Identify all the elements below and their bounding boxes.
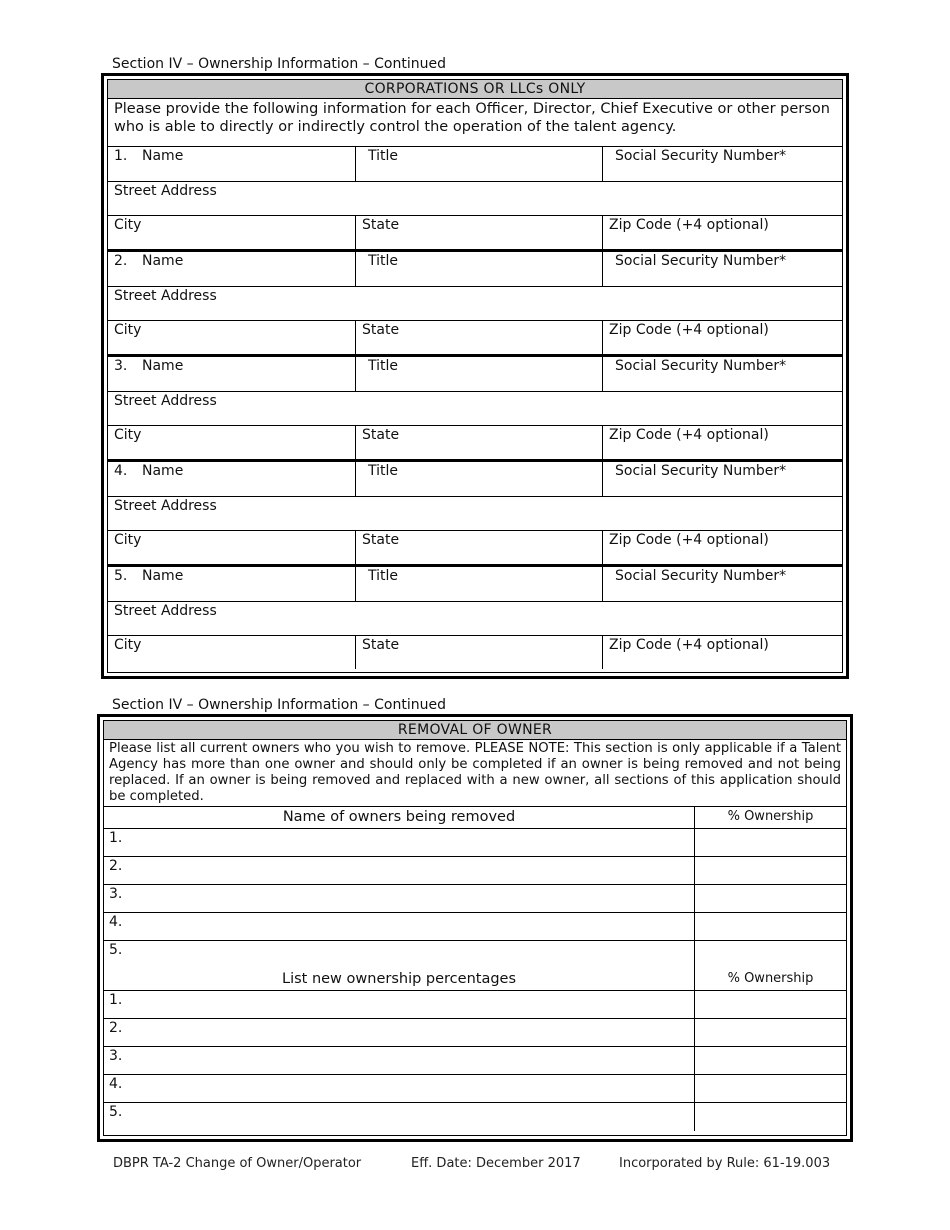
owner-name-field[interactable] bbox=[104, 885, 695, 912]
removal-title: REMOVAL OF OWNER bbox=[104, 721, 846, 740]
officer-city-field[interactable] bbox=[108, 531, 356, 564]
officer-city-label: City bbox=[114, 427, 142, 443]
officer-zip-label: Zip Code (+4 optional) bbox=[609, 427, 769, 443]
owner-name-field[interactable] bbox=[104, 829, 695, 856]
officer-name-label: Name bbox=[142, 568, 184, 584]
row-number: 4. bbox=[109, 1076, 123, 1092]
officer-name-field[interactable] bbox=[108, 567, 356, 601]
officer-name-row bbox=[108, 252, 842, 286]
row-number: 5. bbox=[109, 1104, 123, 1120]
removed-owner-row bbox=[104, 941, 846, 969]
officer-zip-field[interactable] bbox=[603, 216, 842, 249]
officer-title-label: Title bbox=[368, 253, 399, 269]
officer-number: 4. bbox=[114, 463, 128, 479]
ownership-percent-field[interactable] bbox=[695, 857, 846, 884]
officer-zip-label: Zip Code (+4 optional) bbox=[609, 217, 769, 233]
officer-ssn-label: Social Security Number* bbox=[615, 463, 787, 479]
officer-state-field[interactable] bbox=[356, 321, 603, 354]
ownership-percent-field[interactable] bbox=[695, 913, 846, 940]
officer-zip-label: Zip Code (+4 optional) bbox=[609, 532, 769, 548]
officer-street-field[interactable] bbox=[108, 182, 842, 215]
ownership-percent-field[interactable] bbox=[695, 1103, 846, 1131]
officer-number: 3. bbox=[114, 358, 128, 374]
new-ownership-row bbox=[104, 1019, 846, 1047]
ownership-percent-field[interactable] bbox=[695, 829, 846, 856]
officer-name-row bbox=[108, 357, 842, 391]
owner-name-field[interactable] bbox=[104, 857, 695, 884]
officer-title-field[interactable] bbox=[356, 147, 603, 181]
officer-state-label: State bbox=[362, 427, 400, 443]
officer-ssn-field[interactable] bbox=[603, 462, 842, 496]
officer-entry bbox=[108, 567, 842, 669]
removed-owners-header: Name of owners being removed bbox=[104, 807, 695, 828]
ownership-percent-field[interactable] bbox=[695, 991, 846, 1018]
officer-state-field[interactable] bbox=[356, 426, 603, 459]
officer-entry bbox=[108, 147, 842, 252]
section-heading: Section IV – Ownership Information – Continued bbox=[112, 56, 446, 72]
new-ownership-row bbox=[104, 1103, 846, 1131]
officer-name-field[interactable] bbox=[108, 252, 356, 286]
new-ownership-pct-header: % Ownership bbox=[727, 971, 814, 986]
removed-owner-row bbox=[104, 913, 846, 941]
row-number: 2. bbox=[109, 1020, 123, 1036]
officer-street-label: Street Address bbox=[114, 288, 217, 304]
officer-state-label: State bbox=[362, 217, 400, 233]
officer-name-row bbox=[108, 567, 842, 601]
ownership-percent-field[interactable] bbox=[695, 1019, 846, 1046]
officer-entry bbox=[108, 252, 842, 357]
removed-owners-header-row bbox=[104, 807, 846, 829]
new-ownership-header: List new ownership percentages bbox=[104, 969, 695, 990]
officer-street-label: Street Address bbox=[114, 498, 217, 514]
officer-ssn-field[interactable] bbox=[603, 147, 842, 181]
officer-ssn-field[interactable] bbox=[603, 357, 842, 391]
officer-name-label: Name bbox=[142, 253, 184, 269]
officer-city-label: City bbox=[114, 637, 142, 653]
officer-zip-label: Zip Code (+4 optional) bbox=[609, 637, 769, 653]
section-heading: Section IV – Ownership Information – Continued bbox=[112, 697, 446, 713]
new-ownership-row bbox=[104, 1075, 846, 1103]
ownership-percent-field[interactable] bbox=[695, 1047, 846, 1074]
officer-city-field[interactable] bbox=[108, 321, 356, 354]
officer-city-row bbox=[108, 635, 842, 669]
officer-street-field[interactable] bbox=[108, 497, 842, 530]
row-number: 3. bbox=[109, 1048, 123, 1064]
officer-city-row bbox=[108, 425, 842, 459]
officer-street-label: Street Address bbox=[114, 183, 217, 199]
officer-number: 5. bbox=[114, 568, 128, 584]
new-ownership-header-row bbox=[104, 969, 846, 991]
removed-owner-row bbox=[104, 857, 846, 885]
officer-ssn-label: Social Security Number* bbox=[615, 253, 787, 269]
officer-title-label: Title bbox=[368, 358, 399, 374]
owner-name-field[interactable] bbox=[104, 941, 695, 969]
officer-city-field[interactable] bbox=[108, 636, 356, 669]
removal-section bbox=[97, 714, 853, 1142]
officer-city-field[interactable] bbox=[108, 426, 356, 459]
footer-effective-date: Eff. Date: December 2017 bbox=[411, 1156, 581, 1171]
officer-name-field[interactable] bbox=[108, 462, 356, 496]
officer-list bbox=[108, 147, 842, 669]
officer-ssn-label: Social Security Number* bbox=[615, 358, 787, 374]
officer-entry bbox=[108, 357, 842, 462]
officer-city-label: City bbox=[114, 322, 142, 338]
ownership-percent-field[interactable] bbox=[695, 1075, 846, 1102]
corporations-section bbox=[101, 73, 849, 679]
row-number: 4. bbox=[109, 914, 123, 930]
officer-street-row bbox=[108, 181, 842, 215]
ownership-percent-field[interactable] bbox=[695, 941, 846, 969]
owner-name-field[interactable] bbox=[104, 991, 695, 1018]
footer-form-id: DBPR TA-2 Change of Owner/Operator bbox=[113, 1156, 362, 1171]
officer-city-label: City bbox=[114, 217, 142, 233]
officer-title-label: Title bbox=[368, 148, 399, 164]
row-number: 1. bbox=[109, 830, 123, 846]
removed-owner-row bbox=[104, 885, 846, 913]
officer-state-field[interactable] bbox=[356, 531, 603, 564]
officer-state-label: State bbox=[362, 637, 400, 653]
officer-state-label: State bbox=[362, 532, 400, 548]
row-number: 3. bbox=[109, 886, 123, 902]
row-number: 1. bbox=[109, 992, 123, 1008]
ownership-percent-field[interactable] bbox=[695, 885, 846, 912]
owner-name-field[interactable] bbox=[104, 1047, 695, 1074]
removal-note: Please list all current owners who you wish to remove. PLEASE NOTE: This section is only applicable if a Talent Agency has more than one owner and should only be completed if an owner is being removed and not being replaced. If an owner is being removed and replaced with a new owner, all sections of this application should be completed. bbox=[104, 740, 846, 807]
officer-street-row bbox=[108, 391, 842, 425]
officer-ssn-field[interactable] bbox=[603, 252, 842, 286]
officer-title-field[interactable] bbox=[356, 357, 603, 391]
removed-ownership-header: % Ownership bbox=[727, 809, 814, 824]
corporations-title: CORPORATIONS OR LLCs ONLY bbox=[108, 80, 842, 99]
officer-number: 2. bbox=[114, 253, 128, 269]
officer-city-row bbox=[108, 320, 842, 354]
footer-rule: Incorporated by Rule: 61-19.003 bbox=[619, 1156, 831, 1171]
officer-zip-field[interactable] bbox=[603, 426, 842, 459]
officer-title-field[interactable] bbox=[356, 462, 603, 496]
officer-name-label: Name bbox=[142, 148, 184, 164]
owner-name-field[interactable] bbox=[104, 913, 695, 940]
officer-city-row bbox=[108, 215, 842, 249]
new-ownership-row bbox=[104, 1047, 846, 1075]
officer-street-field[interactable] bbox=[108, 602, 842, 635]
officer-ssn-label: Social Security Number* bbox=[615, 568, 787, 584]
row-number: 5. bbox=[109, 942, 123, 958]
officer-state-label: State bbox=[362, 322, 400, 338]
officer-name-label: Name bbox=[142, 358, 184, 374]
officer-title-label: Title bbox=[368, 463, 399, 479]
officer-street-label: Street Address bbox=[114, 603, 217, 619]
officer-title-label: Title bbox=[368, 568, 399, 584]
officer-city-row bbox=[108, 530, 842, 564]
officer-name-row bbox=[108, 462, 842, 496]
officer-city-label: City bbox=[114, 532, 142, 548]
officer-zip-field[interactable] bbox=[603, 321, 842, 354]
officer-name-field[interactable] bbox=[108, 147, 356, 181]
officer-street-row bbox=[108, 601, 842, 635]
officer-street-label: Street Address bbox=[114, 393, 217, 409]
row-number: 2. bbox=[109, 858, 123, 874]
officer-name-label: Name bbox=[142, 463, 184, 479]
officer-name-row bbox=[108, 147, 842, 181]
officer-zip-label: Zip Code (+4 optional) bbox=[609, 322, 769, 338]
officer-number: 1. bbox=[114, 148, 128, 164]
officer-city-field[interactable] bbox=[108, 216, 356, 249]
officer-title-field[interactable] bbox=[356, 567, 603, 601]
officer-entry bbox=[108, 462, 842, 567]
officer-street-field[interactable] bbox=[108, 287, 842, 320]
officer-title-field[interactable] bbox=[356, 252, 603, 286]
officer-street-row bbox=[108, 496, 842, 530]
officer-street-field[interactable] bbox=[108, 392, 842, 425]
officer-state-field[interactable] bbox=[356, 216, 603, 249]
officer-name-field[interactable] bbox=[108, 357, 356, 391]
owner-name-field[interactable] bbox=[104, 1075, 695, 1102]
corporations-instructions: Please provide the following information for each Officer, Director, Chief Executive or other person who is able to directly or indirectly control the operation of the talent agency. bbox=[108, 99, 842, 147]
officer-ssn-label: Social Security Number* bbox=[615, 148, 787, 164]
officer-zip-field[interactable] bbox=[603, 531, 842, 564]
officer-street-row bbox=[108, 286, 842, 320]
owner-name-field[interactable] bbox=[104, 1103, 695, 1131]
officer-ssn-field[interactable] bbox=[603, 567, 842, 601]
new-ownership-row bbox=[104, 991, 846, 1019]
removed-owner-row bbox=[104, 829, 846, 857]
officer-state-field[interactable] bbox=[356, 636, 603, 669]
owner-name-field[interactable] bbox=[104, 1019, 695, 1046]
officer-zip-field[interactable] bbox=[603, 636, 842, 669]
